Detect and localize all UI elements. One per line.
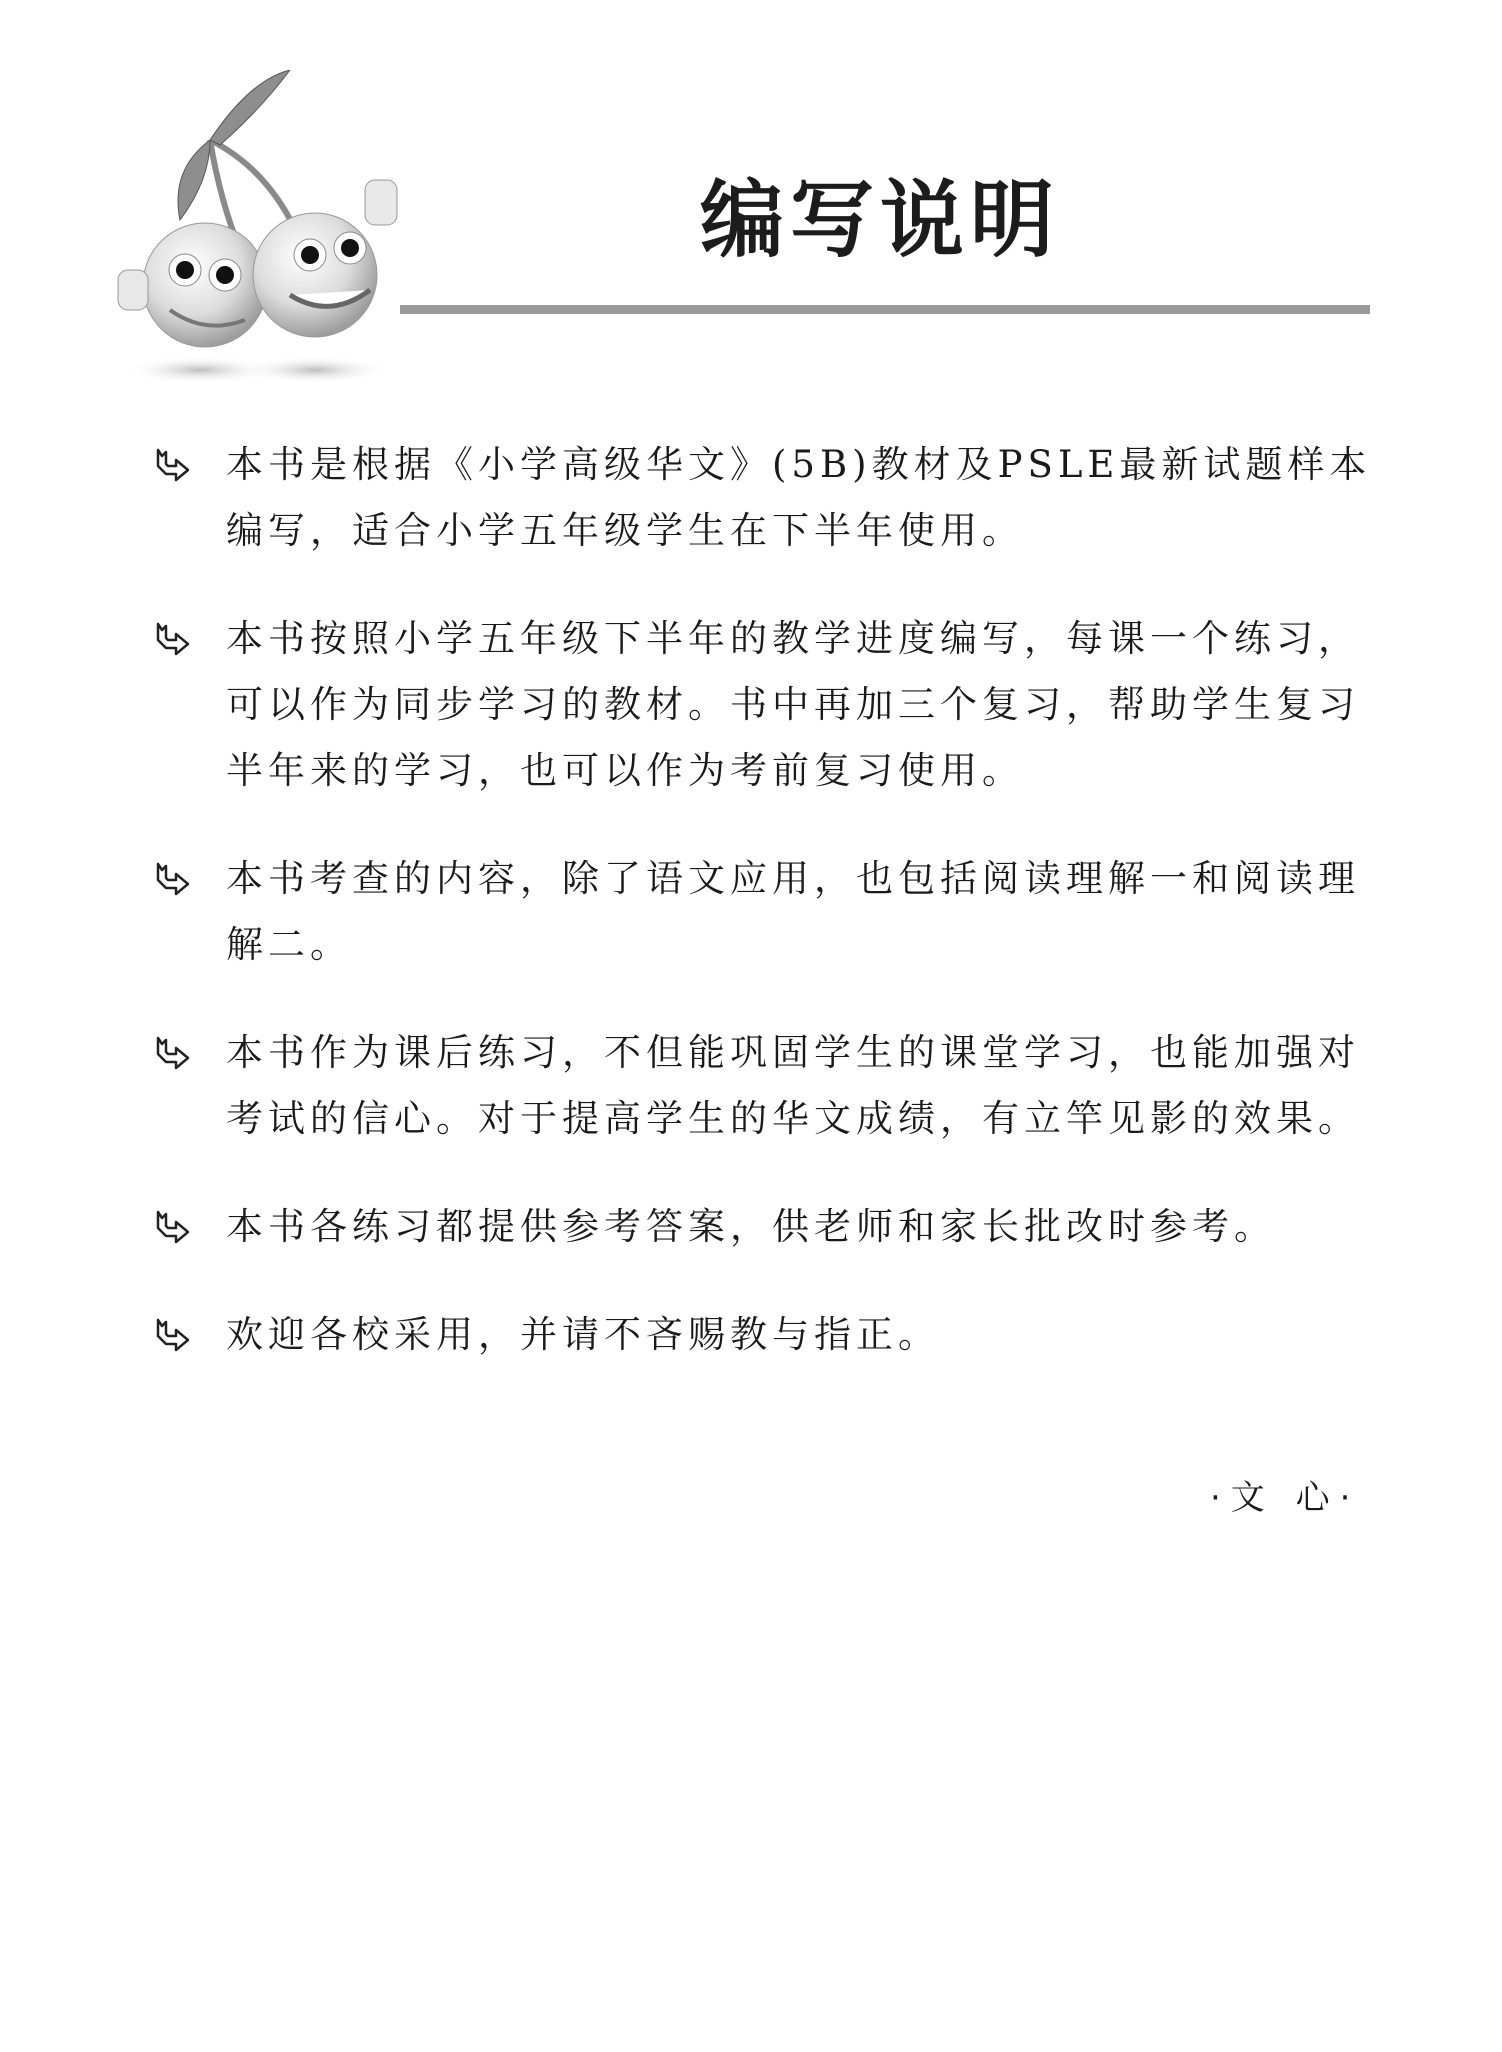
item-text: 本书考查的内容，除了语文应用，也包括阅读理解一和阅读理解二。 [226, 857, 1360, 966]
hooked-arrow-icon [154, 446, 194, 486]
item-text: 本书是根据《小学高级华文》(5B)教材及PSLE最新试题样本编写，适合小学五年级学生在下半年使用。 [226, 443, 1372, 552]
hooked-arrow-icon [154, 860, 194, 900]
list-item [150, 1302, 1380, 1368]
list-item [150, 1194, 1380, 1260]
list-item [150, 1020, 1380, 1152]
item-text: 本书各练习都提供参考答案，供老师和家长批改时参考。 [226, 1205, 1276, 1248]
hooked-arrow-icon [154, 1034, 194, 1074]
item-text: 欢迎各校采用，并请不吝赐教与指正。 [226, 1313, 940, 1356]
list-item [150, 432, 1380, 564]
list-item [150, 606, 1380, 804]
item-text: 本书作为课后练习，不但能巩固学生的课堂学习，也能加强对考试的信心。对于提高学生的华文成绩，有立竿见影的效果。 [226, 1031, 1360, 1140]
cherry-mascot-icon [100, 70, 440, 410]
item-text: 本书按照小学五年级下半年的教学进度编写，每课一个练习，可以作为同步学习的教材。书中再加三个复习，帮助学生复习半年来的学习，也可以作为考前复习使用。 [226, 617, 1360, 792]
title-divider [400, 305, 1370, 314]
page-title: 编写说明 [700, 171, 1061, 269]
hooked-arrow-icon [154, 620, 194, 660]
hooked-arrow-icon [154, 1208, 194, 1248]
list-item [150, 846, 1380, 978]
hooked-arrow-icon [154, 1316, 194, 1356]
notes-list [150, 432, 1380, 1368]
author-signature: ·文 心· [1210, 1478, 1361, 1518]
